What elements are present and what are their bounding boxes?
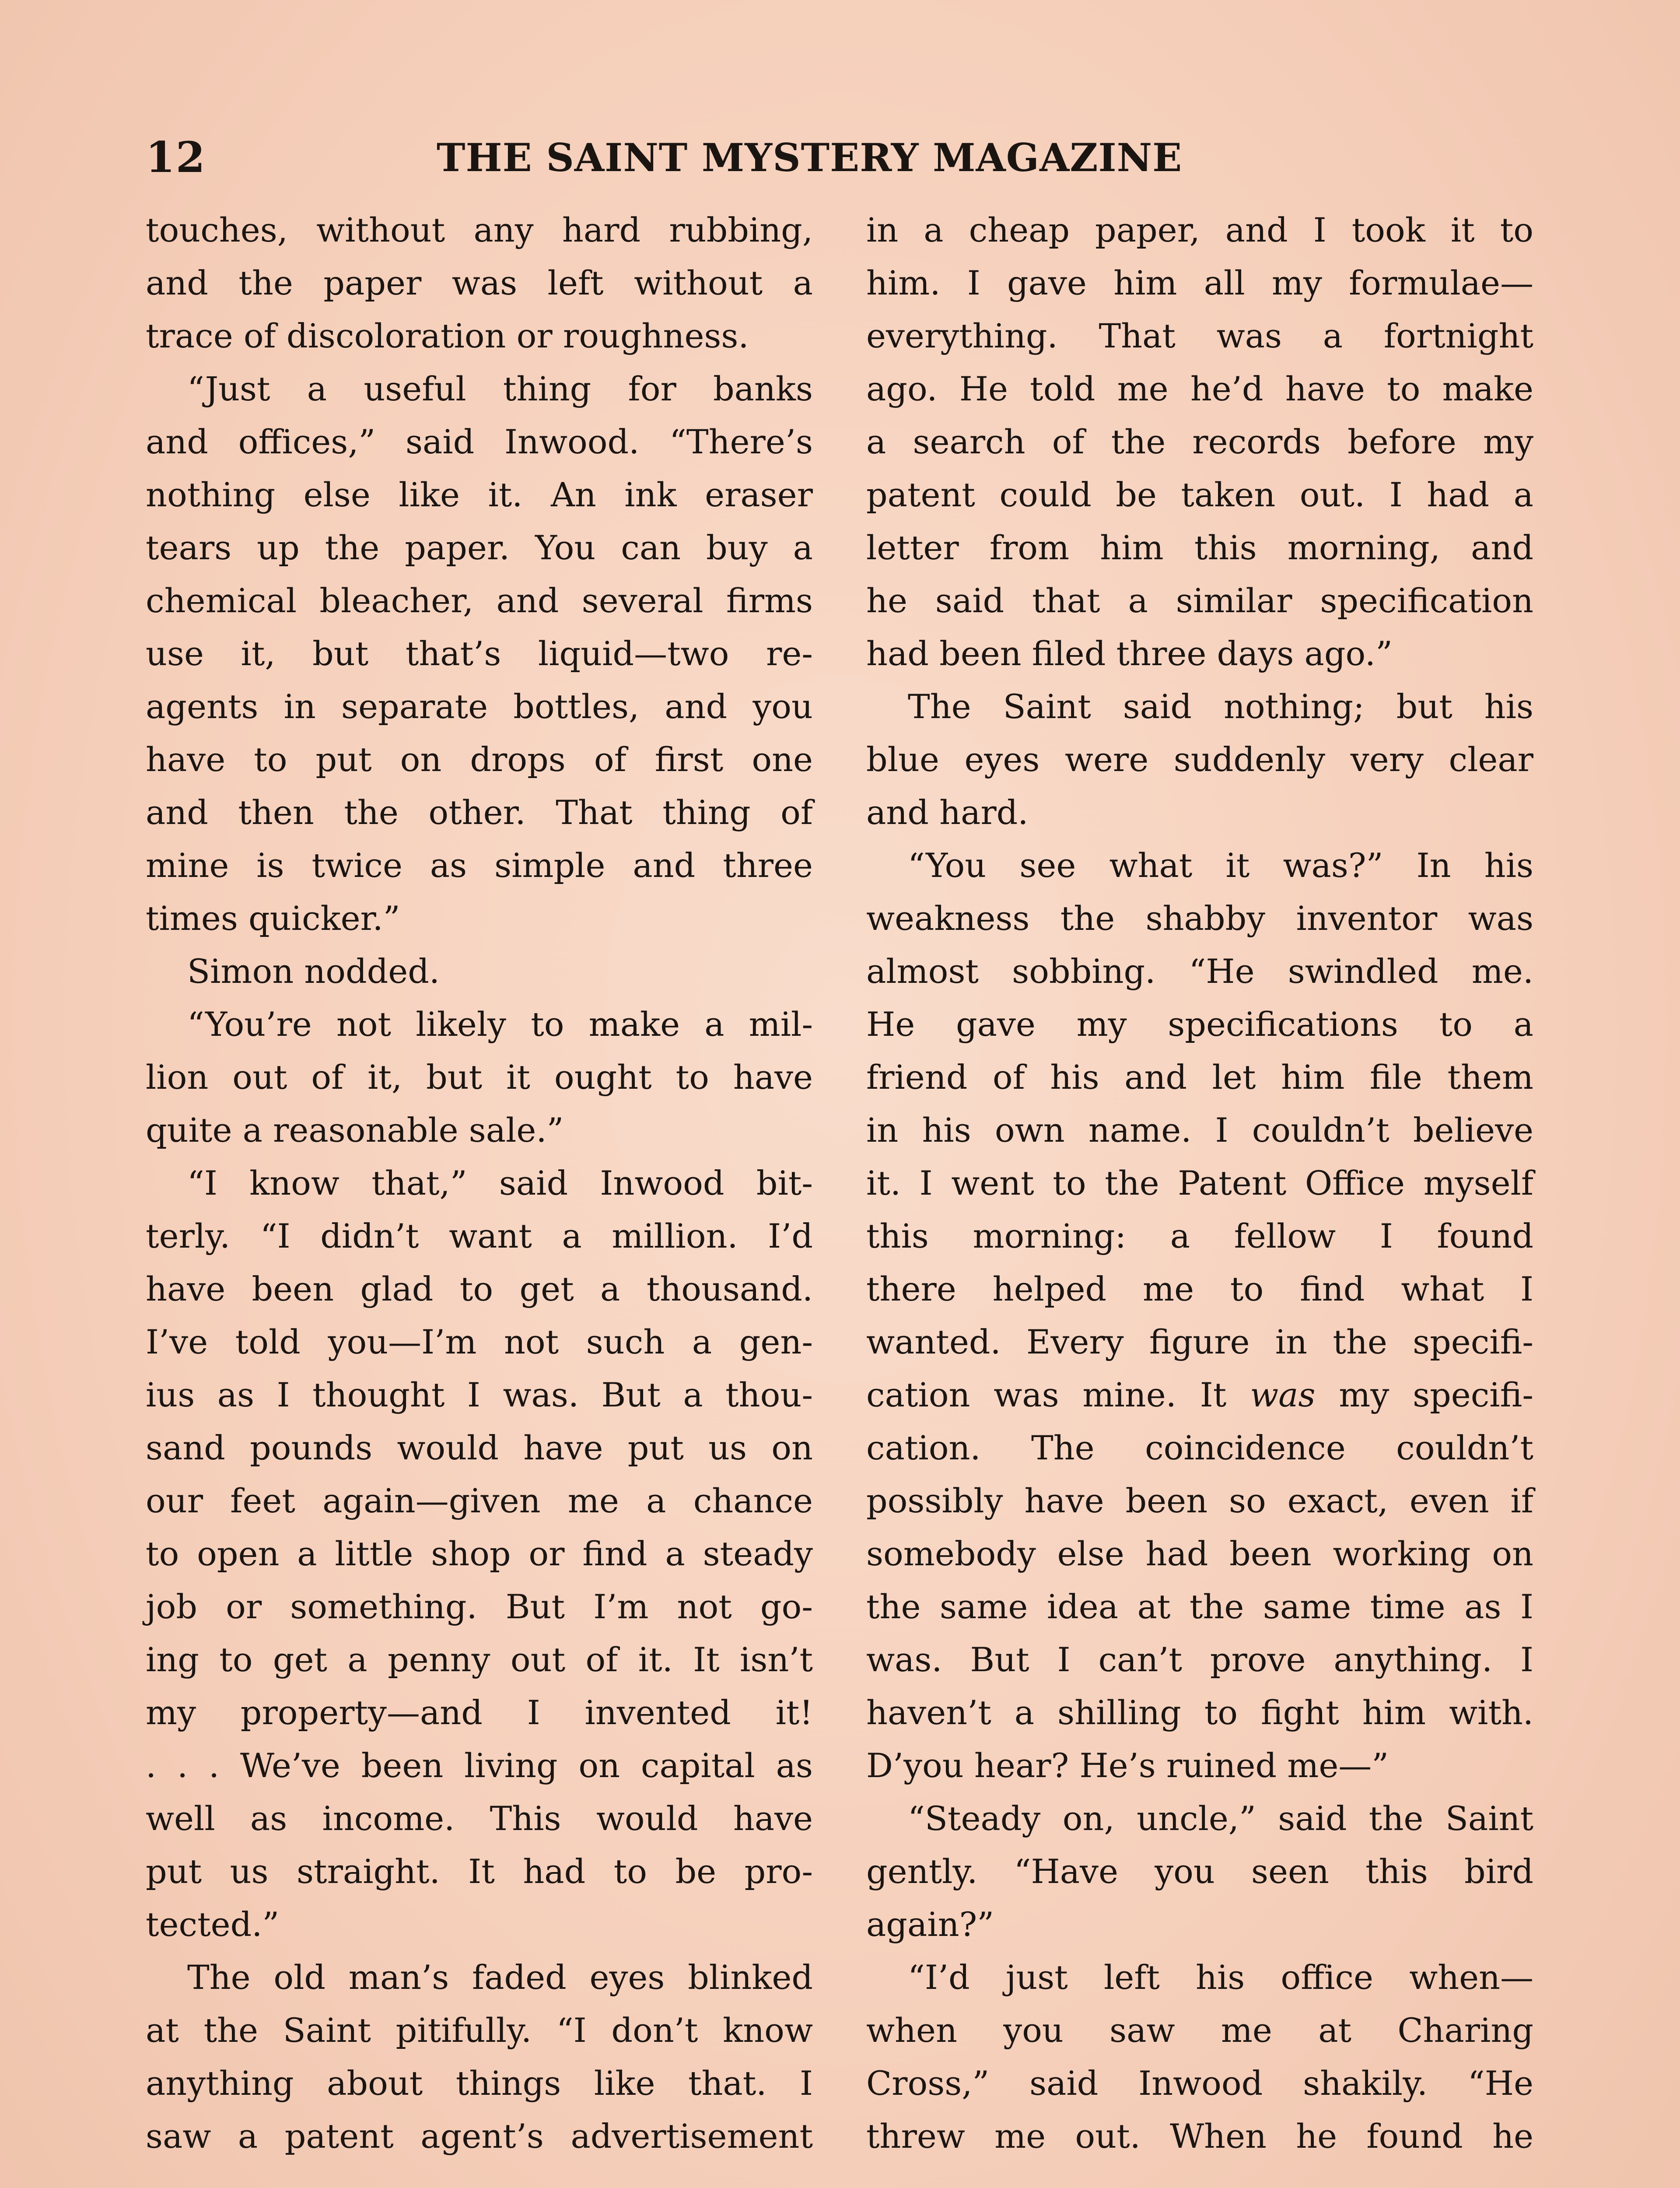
text-line: and then the other. That thing of (146, 793, 813, 832)
text-line: and hard. (866, 793, 1029, 832)
text-line: times quicker.” (146, 899, 400, 938)
text-line: “You’re not likely to make a mil- (187, 1005, 813, 1044)
right-text-column (866, 203, 1533, 2163)
text-line: friend of his and let him file them (866, 1058, 1533, 1097)
text-line: mine is twice as simple and three (146, 846, 813, 885)
text-line: tected.” (146, 1905, 280, 1944)
text-line: have to put on drops of first one (146, 740, 813, 779)
text-line: agents in separate bottles, and you (146, 687, 813, 726)
text-line: chemical bleacher, and several firms (146, 581, 813, 620)
text-line: had been filed three days ago.” (866, 634, 1393, 673)
text-line: him. I gave him all my formulae— (866, 263, 1533, 302)
text-line: patent could be taken out. I had a (866, 475, 1533, 514)
page-header (146, 125, 1239, 190)
text-line: The old man’s faded eyes blinked (187, 1958, 813, 1997)
text-line: “I’d just left his office when— (908, 1958, 1533, 1997)
text-line: touches, without any hard rubbing, (146, 210, 813, 249)
text-line: gently. “Have you seen this bird (866, 1852, 1533, 1891)
text-line: again?” (866, 1905, 994, 1944)
text-line: . . . We’ve been living on capital as (146, 1746, 813, 1785)
text-line: wanted. Every figure in the specifi- (866, 1322, 1533, 1361)
text-line: haven’t a shilling to fight him with. (866, 1693, 1533, 1732)
text-line: threw me out. When he found he (866, 2117, 1533, 2156)
text-line: put us straight. It had to be pro- (146, 1852, 813, 1891)
text-line: was. But I can’t prove anything. I (866, 1640, 1533, 1679)
text-line: The Saint said nothing; but his (908, 687, 1533, 726)
text-line: terly. “I didn’t want a million. I’d (146, 1217, 813, 1255)
text-line: have been glad to get a thousand. (146, 1269, 813, 1308)
text-line: I’ve told you—I’m not such a gen- (146, 1322, 813, 1361)
text-line: cation. The coincidence couldn’t (866, 1428, 1533, 1467)
text-line: Cross,” said Inwood shakily. “He (866, 2064, 1533, 2103)
text-line: He gave my specifications to a (866, 1005, 1533, 1044)
text-line: at the Saint pitifully. “I don’t know (146, 2011, 813, 2050)
text-line: trace of discoloration or roughness. (146, 316, 749, 355)
text-line: it. I went to the Patent Office myself (866, 1164, 1533, 1203)
text-line: D’you hear? He’s ruined me—” (866, 1746, 1389, 1785)
emphasis: was (1250, 1375, 1316, 1414)
text-line: “Just a useful thing for banks (187, 369, 813, 408)
text-line: almost sobbing. “He swindled me. (866, 952, 1533, 991)
text-line: Simon nodded. (187, 952, 440, 991)
text-line: possibly have been so exact, even if (866, 1481, 1533, 1520)
text-line: he said that a similar specification (866, 581, 1533, 620)
text-line: the same idea at the same time as I (866, 1587, 1533, 1626)
text-line: use it, but that’s liquid—two re- (146, 634, 813, 673)
text-line: weakness the shabby inventor was (866, 899, 1533, 938)
text-line: blue eyes were suddenly very clear (866, 740, 1533, 779)
text-line: my property—and I invented it! (146, 1693, 813, 1732)
text-line: sand pounds would have put us on (146, 1428, 813, 1467)
text-line: there helped me to find what I (866, 1269, 1533, 1308)
page-number: 12 (146, 133, 206, 182)
running-title: THE SAINT MYSTERY MAGAZINE (437, 135, 1183, 180)
text-line: when you saw me at Charing (866, 2011, 1533, 2050)
text-line: ago. He told me he’d have to make (866, 369, 1533, 408)
text-line: job or something. But I’m not go- (146, 1587, 813, 1626)
text-line: quite a reasonable sale.” (146, 1111, 564, 1150)
text-line: in his own name. I couldn’t believe (866, 1111, 1533, 1150)
text-line: ius as I thought I was. But a thou- (146, 1375, 813, 1414)
text-line: “You see what it was?” In his (908, 846, 1533, 885)
text-line: saw a patent agent’s advertisement (146, 2117, 813, 2156)
text-line: “I know that,” said Inwood bit- (187, 1164, 813, 1203)
text-line: everything. That was a fortnight (866, 316, 1533, 355)
text-line: somebody else had been working on (866, 1534, 1533, 1573)
text-line: our feet again—given me a chance (146, 1481, 813, 1520)
text-line: well as income. This would have (146, 1799, 813, 1838)
text-line: in a cheap paper, and I took it to (866, 210, 1533, 249)
text-line: ing to get a penny out of it. It isn’t (146, 1640, 813, 1679)
text-line: and offices,” said Inwood. “There’s (146, 422, 813, 461)
text-line: nothing else like it. An ink eraser (146, 475, 813, 514)
text-line: cation was mine. It was my specifi- (866, 1375, 1533, 1414)
text-line: lion out of it, but it ought to have (146, 1058, 813, 1097)
text-line: tears up the paper. You can buy a (146, 528, 813, 567)
text-line: letter from him this morning, and (866, 528, 1533, 567)
text-line: and the paper was left without a (146, 263, 813, 302)
text-line: to open a little shop or find a steady (146, 1534, 813, 1573)
text-line: anything about things like that. I (146, 2064, 813, 2103)
text-line: a search of the records before my (866, 422, 1533, 461)
text-line: this morning: a fellow I found (866, 1217, 1533, 1255)
left-text-column (146, 203, 813, 2163)
text-line: “Steady on, uncle,” said the Saint (908, 1799, 1533, 1838)
